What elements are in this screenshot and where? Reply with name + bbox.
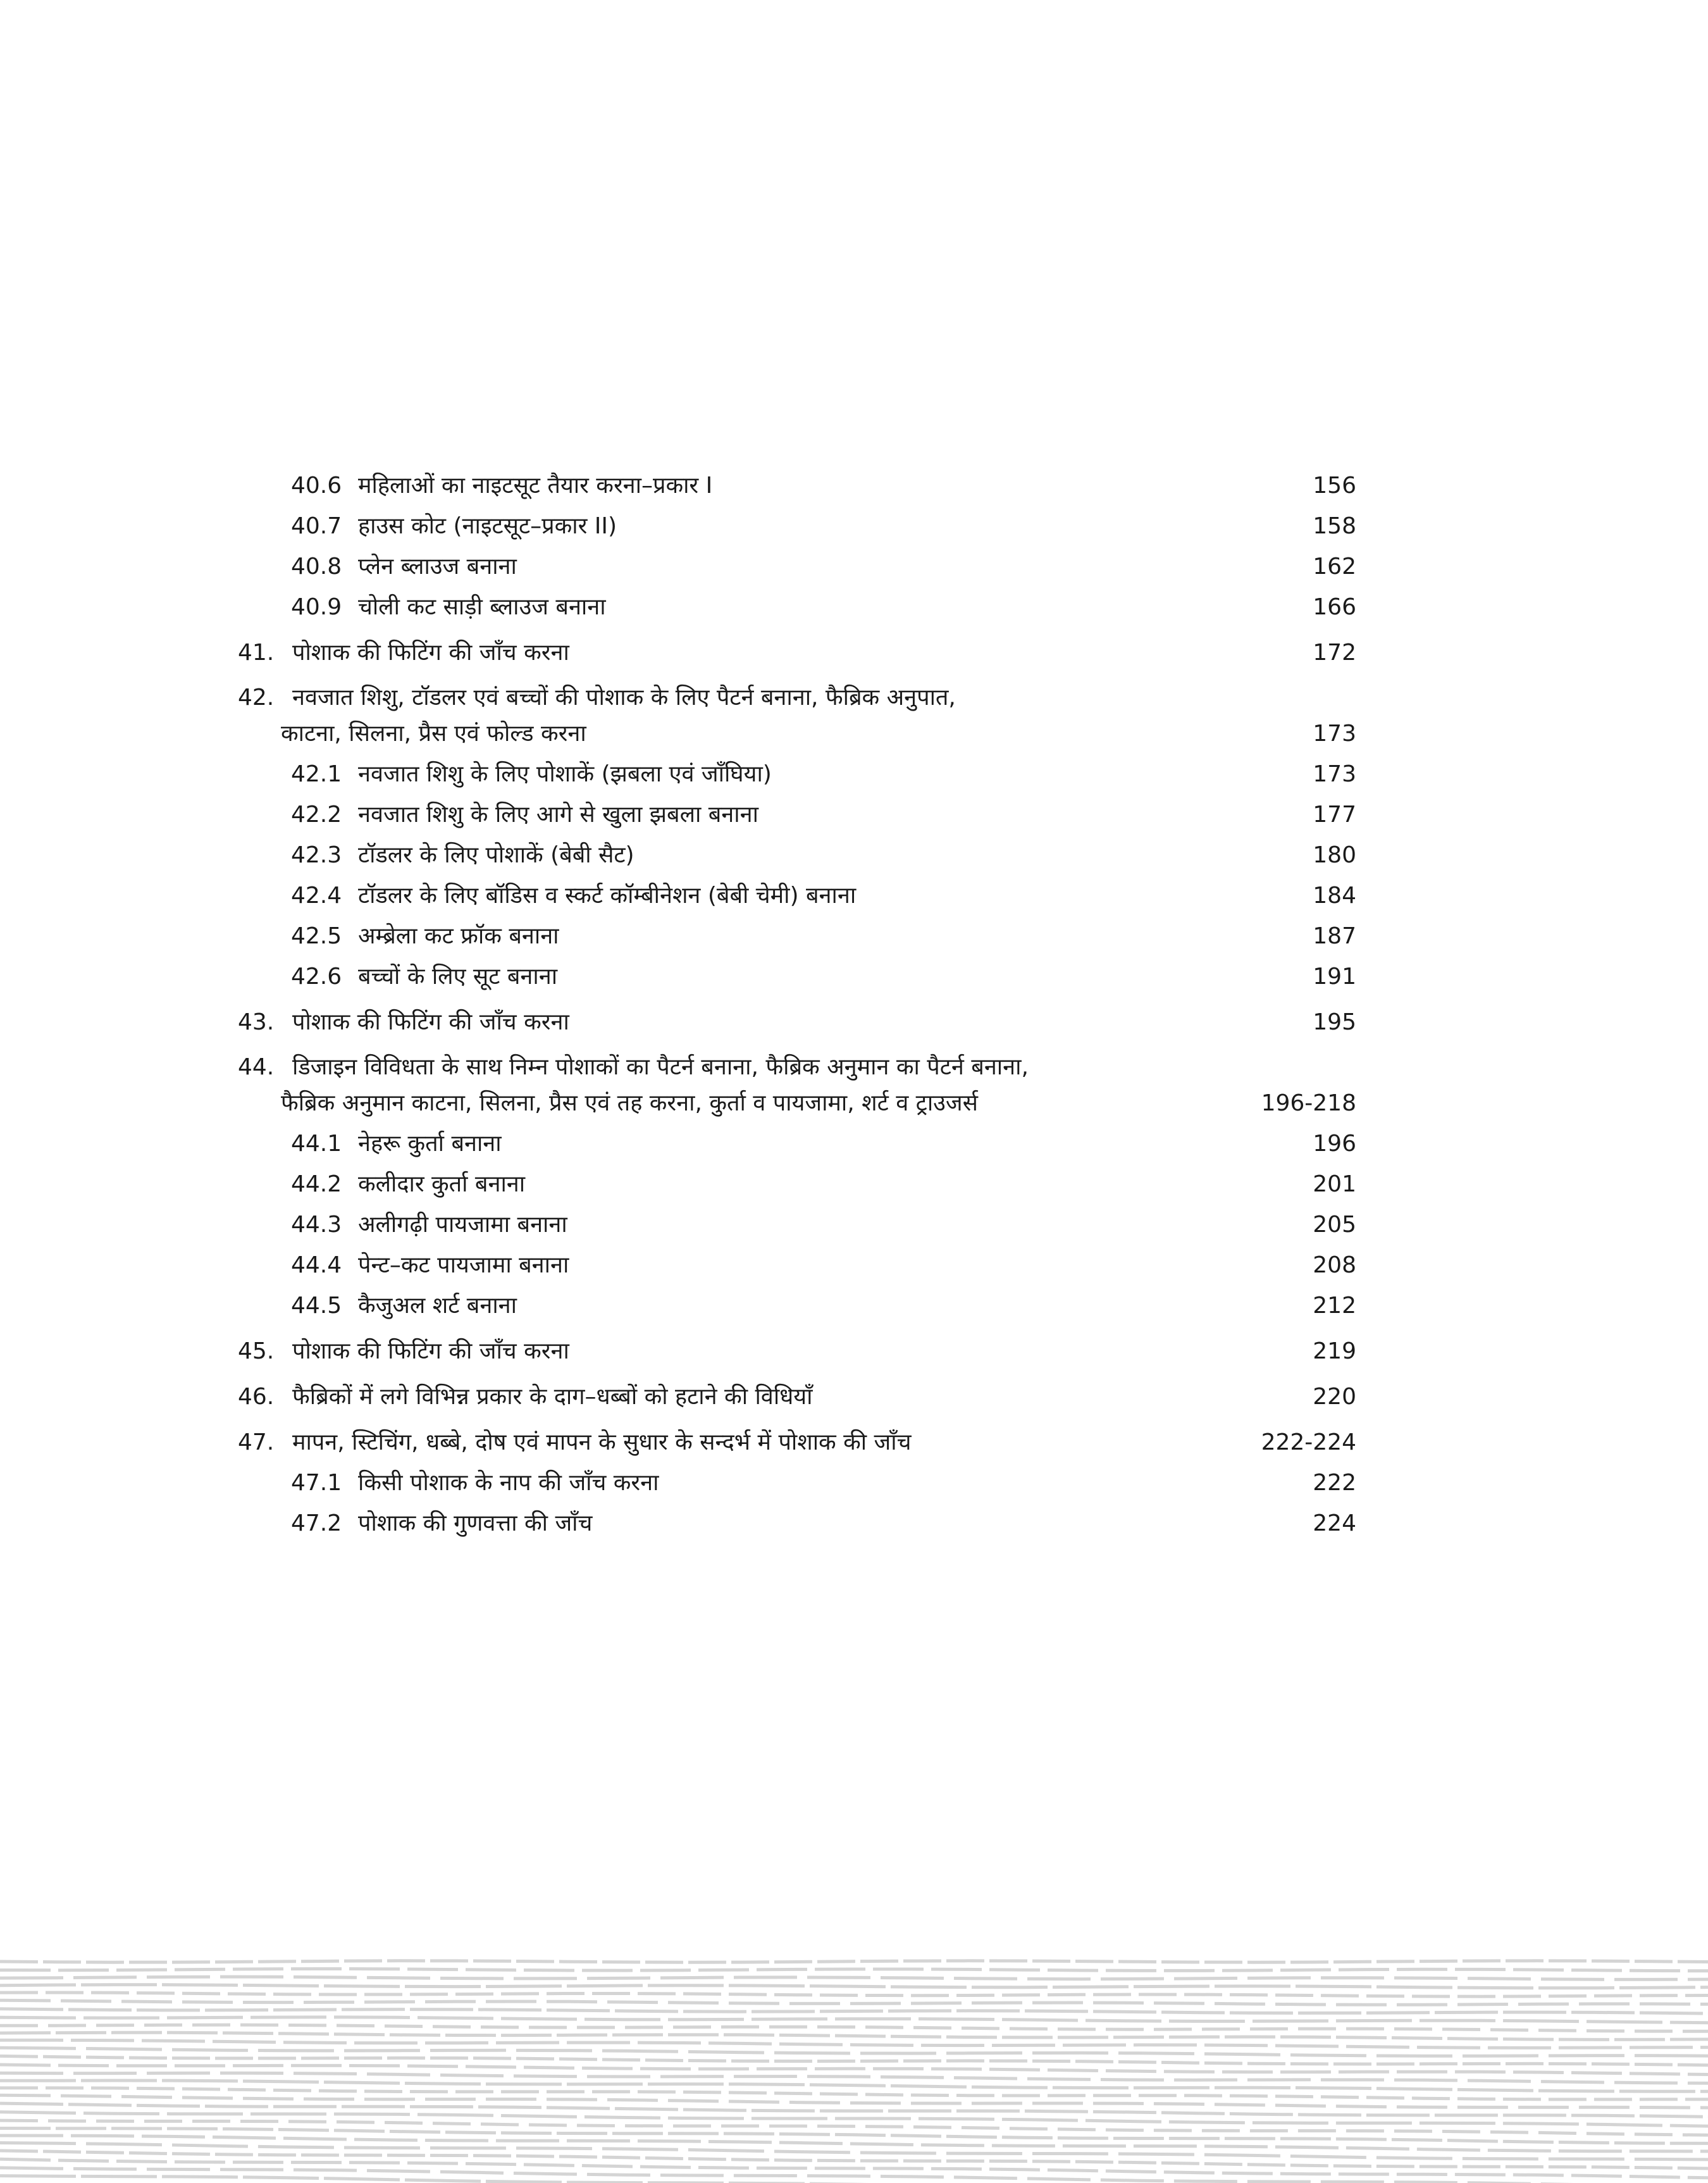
toc-entry-page: 172 [1313,640,1356,666]
toc-entry-number: 45. [238,1338,275,1364]
toc-entry [0,506,1708,547]
toc-entry-title: पोशाक की फिटिंग की जाँच करना [292,1338,569,1364]
toc-entry [0,1286,1708,1326]
toc-entry-page: 220 [1313,1384,1356,1410]
toc-entry-page: 196-218 [1261,1090,1356,1116]
toc-entry-title: नवजात शिशु के लिए आगे से खुला झबला बनाना [358,802,758,828]
toc-entry [0,1422,1708,1463]
toc-entry-number: 47.2 [291,1510,342,1536]
toc-entry-page: 222 [1313,1470,1356,1496]
toc-entry-title: कैजुअल शर्ट बनाना [358,1293,517,1319]
toc-entry-page: 222-224 [1261,1429,1356,1455]
toc-entry [0,1503,1708,1544]
toc-entry-title: बच्चों के लिए सूट बनाना [358,964,558,990]
stripe-line [0,2000,1708,2005]
toc-entry-page: 219 [1313,1338,1356,1364]
toc-entry [0,1245,1708,1286]
toc-entry [0,1124,1708,1164]
toc-entry-title: अम्ब्रेला कट फ्रॉक बनाना [358,923,559,949]
toc-entry-page: 196 [1313,1131,1356,1157]
toc-entry-page: 180 [1313,842,1356,868]
toc-entry [0,795,1708,835]
toc-entry-title: टॉडलर के लिए बॉडिस व स्कर्ट कॉम्बीनेशन (बेबी चेमी) बनाना [358,883,857,909]
toc-entry-number: 40.9 [291,594,342,620]
toc-entry-number: 47. [238,1429,275,1455]
toc-entry [0,957,1708,997]
toc-entry-number: 42.5 [291,923,342,949]
toc-entry [0,835,1708,876]
decorative-stripe-band [0,1955,1708,2183]
toc-entry-title: पोशाक की फिटिंग की जाँच करना [292,1009,569,1035]
toc-entry [0,1047,1708,1088]
stripe-line [0,2040,1708,2048]
stripe-line [0,2025,1708,2031]
toc-entry-page: 208 [1313,1252,1356,1278]
stripe-line [0,2168,1708,2183]
toc-entry-page: 173 [1313,721,1356,747]
toc-entry [0,1463,1708,1503]
toc-entry-page: 173 [1313,761,1356,787]
stripe-line [0,2136,1708,2151]
toc-entry-title: मापन, स्टिचिंग, धब्बे, दोष एवं मापन के सुधार के सन्दर्भ में पोशाक की जाँच [292,1429,912,1455]
stripe-line [0,1969,1708,1971]
toc-entry [0,587,1708,628]
toc-entry-title: टॉडलर के लिए पोशाकें (बेबी सैट) [358,842,634,868]
toc-entry-title: हाउस कोट (नाइटसूट–प्रकार II) [358,513,617,539]
toc-entry-number: 42.6 [291,964,342,990]
stripe-line [0,1985,1708,1988]
toc-entry-number: 42.1 [291,761,342,787]
stripe-line [0,1993,1708,1996]
toc-entry [0,1205,1708,1245]
toc-entry-title: पोशाक की गुणवत्ता की जाँच [358,1510,593,1536]
toc-entry-title: प्लेन ब्लाउज बनाना [358,554,517,580]
toc-entry-page: 156 [1313,473,1356,499]
toc-entry-page: 177 [1313,802,1356,828]
toc-entry-number: 44.4 [291,1252,342,1278]
toc-entry-title: नेहरू कुर्ता बनाना [358,1131,502,1157]
toc-entry-page: 191 [1313,964,1356,990]
toc-entry-title: अलीगढ़ी पायजामा बनाना [358,1212,567,1238]
toc-entry [0,754,1708,795]
toc-entry-number: 44.1 [291,1131,342,1157]
toc-entry-number: 42. [238,685,275,711]
toc-entry-number: 42.2 [291,802,342,828]
toc-entry-number: 40.8 [291,554,342,580]
toc-entry [0,714,1708,754]
toc-entry [0,1002,1708,1043]
toc-entry-page: 187 [1313,923,1356,949]
toc-entry-title: फैब्रिक अनुमान काटना, सिलना, प्रैस एवं तह करना, कुर्ता व पायजामा, शर्ट व ट्राउजर्स [281,1090,978,1116]
toc-entry [0,466,1708,506]
toc-entry-page: 195 [1313,1009,1356,1035]
toc-entry-number: 47.1 [291,1470,342,1496]
toc-entry-title: नवजात शिशु के लिए पोशाकें (झबला एवं जाँघिया) [358,761,772,787]
toc-entry-number: 44.5 [291,1293,342,1319]
toc-entry-title: कलीदार कुर्ता बनाना [358,1171,526,1197]
toc-entry [0,1083,1708,1124]
toc-entry-title: पेन्ट–कट पायजामा बनाना [358,1252,569,1278]
toc-entry-title: पोशाक की फिटिंग की जाँच करना [292,640,569,666]
toc-entry-page: 166 [1313,594,1356,620]
toc-entry [0,1377,1708,1417]
toc-entry-page: 201 [1313,1171,1356,1197]
toc-entry-page: 205 [1313,1212,1356,1238]
toc-entry-number: 43. [238,1009,275,1035]
toc-entry-number: 41. [238,640,275,666]
toc-entry-number: 44. [238,1054,275,1080]
toc-entry-page: 162 [1313,554,1356,580]
toc-entry-page: 212 [1313,1293,1356,1319]
toc-entry-number: 44.2 [291,1171,342,1197]
toc-entry-title: चोली कट साड़ी ब्लाउज बनाना [358,594,606,620]
toc-entry [0,633,1708,673]
toc-entry [0,876,1708,916]
toc-entry-page: 184 [1313,883,1356,909]
toc-entry [0,916,1708,957]
toc-entry-number: 44.3 [291,1212,342,1238]
toc-entry [0,1331,1708,1372]
toc-entry-title: डिजाइन विविधता के साथ निम्न पोशाकों का पैटर्न बनाना, फैब्रिक अनुमान का पैटर्न बनाना, [292,1054,1029,1080]
toc-entry-number: 40.6 [291,473,342,499]
toc-entry-number: 40.7 [291,513,342,539]
toc-entry-title: महिलाओं का नाइटसूट तैयार करना–प्रकार I [358,473,713,499]
toc-entry-number: 46. [238,1384,275,1410]
toc-entry [0,547,1708,587]
toc-entry-title: फैब्रिकों में लगे विभिन्न प्रकार के दाग–धब्बों को हटाने की विधियाँ [292,1384,813,1410]
toc-entry-number: 42.3 [291,842,342,868]
toc-entry-title: नवजात शिशु, टॉडलर एवं बच्चों की पोशाक के लिए पैटर्न बनाना, फैब्रिक अनुपात, [292,685,956,711]
toc-entry [0,678,1708,718]
toc-entry-title: काटना, सिलना, प्रैस एवं फोल्ड करना [281,721,586,747]
stripe-line [0,1961,1708,1962]
toc-entry-number: 42.4 [291,883,342,909]
toc-entry-title: किसी पोशाक के नाप की जाँच करना [358,1470,659,1496]
stripe-line [0,2009,1708,2013]
stripe-line [0,1977,1708,1979]
toc-entry [0,1164,1708,1205]
toc-entry-page: 224 [1313,1510,1356,1536]
toc-entry-page: 158 [1313,513,1356,539]
stripe-line [0,2032,1708,2039]
stripe-line [0,2017,1708,2023]
